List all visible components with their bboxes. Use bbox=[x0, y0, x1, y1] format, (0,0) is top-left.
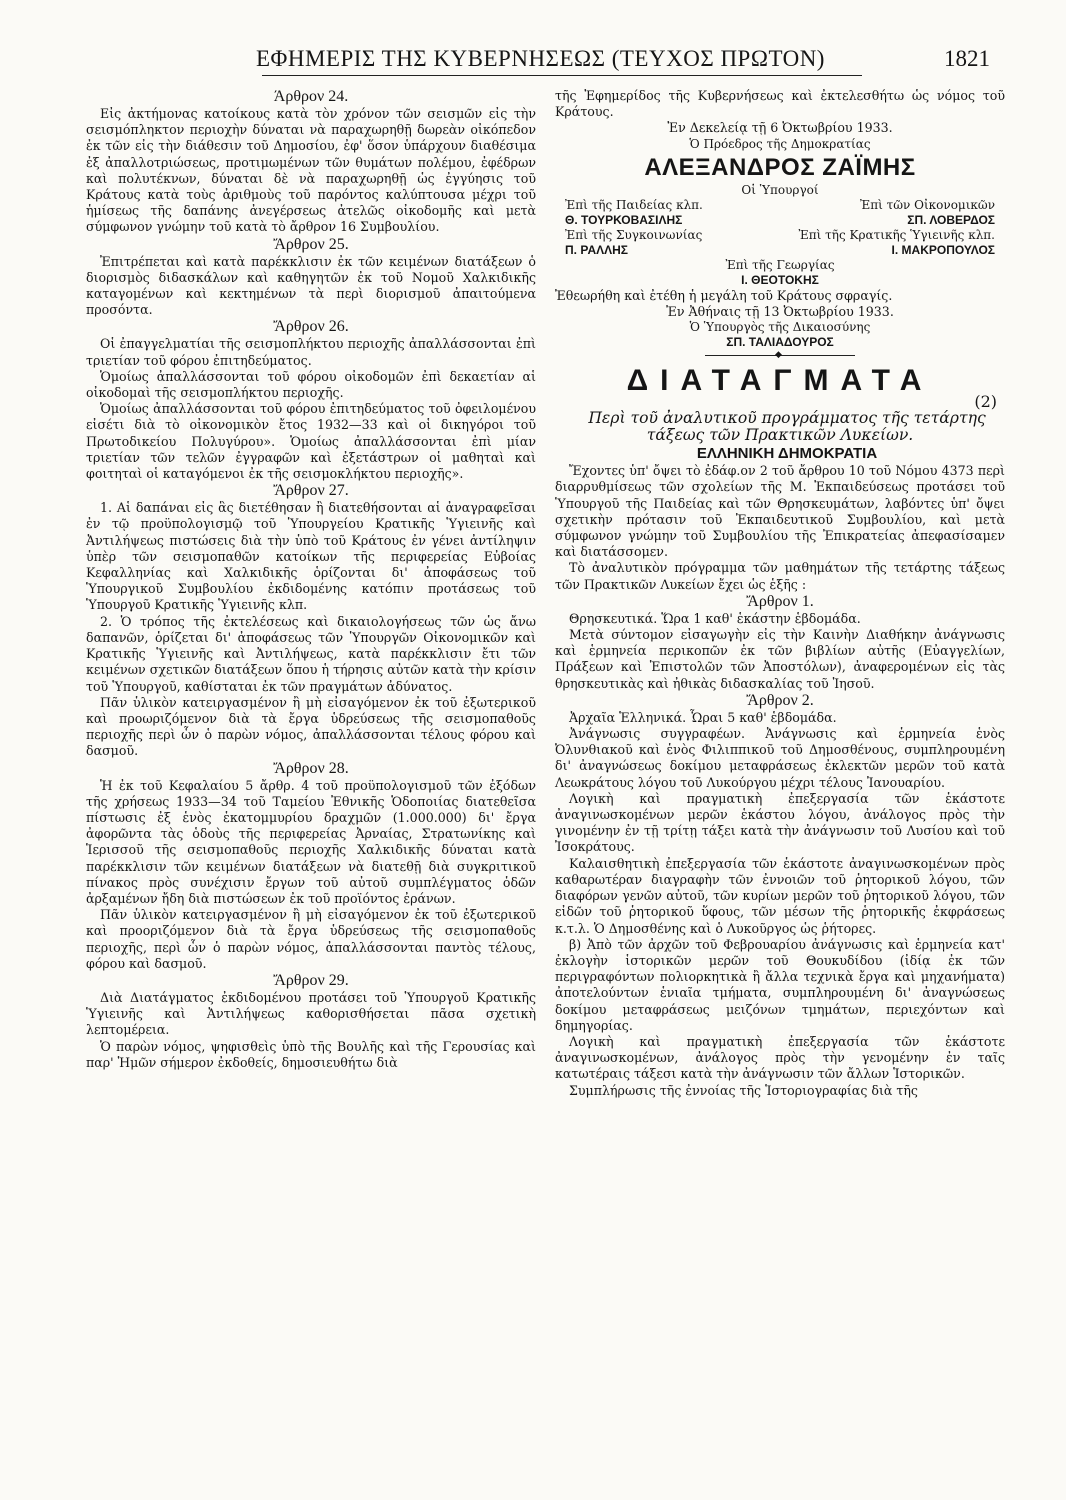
minister-title: Ἐπὶ τῆς Κρατικῆς Ὑγιεινῆς κλπ. bbox=[798, 227, 995, 242]
paragraph: 2. Ὁ τρόπος τῆς ἐκτελέσεως καὶ δικαιολογήσεως τῶν ὡς ἄνω δαπανῶν, ὁρίζεται δι' ἀποφάσεως τῶν Ὑπουργῶν Οἰκονομικῶν καὶ Κρατικῆς Ὑγιεινῆς καὶ Ἀντιλήψεως, κατὰ παρέκκλισιν ἔτι τῶν κειμένων σχετικῶν διατάξεων ὅπου ἡ τήρησις αὐτῶν κατὰ τὴν κρίσιν τοῦ Ὑπουργοῦ, καθίσταται ἐκ τῶν πραγμάτων ἀδύνατος. bbox=[86, 613, 536, 694]
minister-title: Ἐπὶ τῆς Παιδείας κλπ. bbox=[565, 197, 703, 212]
ministers-row bbox=[565, 198, 995, 213]
article-heading: Ἄρθρον 1. bbox=[746, 592, 814, 610]
paragraph: 1. Αἱ δαπάναι εἰς ἃς διετέθησαν ἢ διατεθήσονται αἱ ἀναγραφεῖσαι ἐν τῷ προϋπολογισμῷ τοῦ Ὑπουργείου Κρατικῆς Ὑγιεινῆς καὶ Ἀντιλήψεως πιστώσεις διὰ τὴν ὑπὸ τοῦ Κράτους ἐν γένει ἀντίληψιν ὑπὲρ τῶν σεισμοπαθῶν κατοίκων τῆς περιφερείας Εὐβοίας Κεφαλληνίας καὶ Χαλκιδικῆς ὁρίζονται δι' ἀποφάσεως τοῦ Ὑπουργικοῦ Συμβουλίου ἐκδιδομένης κατόπιν προτάσεως τοῦ Ὑπουργοῦ Κρατικῆς Ὑγιεινῆς κλπ. bbox=[86, 500, 536, 613]
paragraph: Λογικὴ καὶ πραγματικὴ ἐπεξεργασία τῶν ἑκάστοτε ἀναγινωσκομένων, ἀνάλογος πρὸς τὴν γενομένην ἐν ταῖς κατωτέραις τάξεσι κατὰ τὴν ἀνάγνωσιν τῶν ἄλλων Ἱστορικῶν. bbox=[555, 1033, 1005, 1082]
paragraph: Πᾶν ὑλικὸν κατειργασμένον ἢ μὴ εἰσαγόμενον ἐκ τοῦ ἐξωτερικοῦ καὶ προωριζόμενον διὰ τὰ ἔργα ὑδρεύσεως τῆς σεισμοπαθοῦς περιοχῆς περὶ ὧν ὁ παρὼν νόμος, ἀπαλλάσσονται τέλους φόρου καὶ δασμοῦ. bbox=[86, 694, 536, 759]
article-heading: Ἄρθρον 28. bbox=[273, 759, 349, 777]
paragraph: Διὰ Διατάγματος ἐκδιδομένου προτάσει τοῦ Ὑπουργοῦ Κρατικῆς Ὑγιεινῆς καὶ Ἀντιλήψεως καθορισθήσεται πᾶσα σχετικὴ λεπτομέρεια. bbox=[86, 989, 536, 1038]
page-header bbox=[110, 44, 1010, 74]
minister-name: ΣΠ. ΛΟΒΕΡΔΟΣ bbox=[907, 212, 995, 227]
paragraph: Εἰς ἀκτήμονας κατοίκους κατὰ τὸν χρόνον τῶν σεισμῶν εἰς τὴν σεισμόπληκτον περιοχὴν δύναται νὰ παραχωρηθῇ δωρεὰν οἰκόπεδον ἐκ τῶν εἰς τὴν διάθεσιν τοῦ Δημοσίου, ἐφ' ὅσον ὑπάρχουν διαθέσιμα ἐξ ἀπαλλοτριώσεως, προτιμωμένων τῶν θυμάτων πολέμου, ἐφέδρων καὶ πολυτέκνων, δύναται δὲ νὰ παραχωρηθῇ ὡς ἐγγύησις τοῦ Κράτους κατὰ τοὺς ἀριθμοὺς τοῦ παρόντος καλύπτουσα μέχρι τοῦ ἡμίσεως τῆς δαπάνης ἀνεγέρσεως ἀτελῶς οἰκοδομῆς καὶ μετὰ σύμφωνον γνώμην τοῦ κατὰ τὸ ἄρθρον 16 Συμβουλίου. bbox=[86, 106, 536, 235]
paragraph: Οἱ ἐπαγγελματίαι τῆς σεισμοπλήκτου περιοχῆς ἀπαλλάσσονται ἐπὶ τριετίαν τοῦ φόρου ἐπιτηδεύματος. bbox=[86, 336, 536, 368]
president-name: ΑΛΕΞΑΝΔΡΟΣ ΖΑΪΜΗΣ bbox=[644, 153, 916, 181]
minister-name: Ι. ΜΑΚΡΟΠΟΥΛΟΣ bbox=[891, 242, 995, 257]
page-number: 1821 bbox=[944, 46, 990, 71]
article-heading: Ἄρθρον 26. bbox=[273, 318, 349, 336]
paragraph: Λογικὴ καὶ πραγματικὴ ἐπεξεργασία τῶν ἑκάστοτε ἀναγινωσκομένων μερῶν ἑκάστου λόγου, ἀνάλογος πρὸς τὴν γινομένην ἐν τῇ τρίτῃ τάξει κατὰ τὴν ἀνάγνωσιν τοῦ Λυσίου καὶ τοῦ Ἰσοκράτους. bbox=[555, 790, 1005, 855]
paragraph: Πᾶν ὑλικὸν κατειργασμένον ἢ μὴ εἰσαγόμενον ἐκ τοῦ ἐξωτερικοῦ καὶ προοριζόμενον διὰ τὰ ἔργα ὑδρεύσεως τῆς σεισμοπαθοῦς περιοχῆς, περὶ ὧν ὁ παρὼν νόμος, ἀπαλλάσσονται παντὸς τέλους, φόρου καὶ δασμοῦ. bbox=[86, 907, 536, 971]
article-heading: Ἄρθρον 2. bbox=[746, 691, 814, 709]
minister-name: Π. ΡΑΛΛΗΣ bbox=[565, 242, 628, 257]
ministers-row bbox=[565, 213, 995, 228]
signing-date: Ἐν Ἀθήναις τῇ 13 Ὀκτωβρίου 1933. bbox=[666, 303, 894, 319]
minister-title: Ἐπὶ τῆς Συγκοινωνίας bbox=[565, 227, 703, 242]
article-heading: Ἄρθρον 25. bbox=[273, 235, 349, 253]
gazette-title: ΕΦΗΜΕΡΙΣ ΤΗΣ ΚΥΒΕΡΝΗΣΕΩΣ (ΤΕΥΧΟΣ ΠΡΩΤΟΝ) bbox=[256, 46, 825, 71]
ministers-row bbox=[565, 228, 995, 243]
decree-subtitle: Περὶ τοῦ ἀναλυτικοῦ προγράμματος τῆς τετάρτης τάξεως τῶν Πρακτικῶν Λυκείων. bbox=[588, 409, 986, 445]
paragraph: Ὁ παρὼν νόμος, ψηφισθεὶς ὑπὸ τῆς Βουλῆς καὶ τῆς Γερουσίας καὶ παρ' Ἡμῶν σήμερον ἐκδοθείς, δημοσιευθήτω διὰ bbox=[86, 1038, 536, 1070]
section-title: ΔΙΑΤΑΓΜΑΤΑ bbox=[626, 364, 934, 398]
republic-heading: ΕΛΛΗΝΙΚΗ ΔΗΜΟΚΡΑΤΙΑ bbox=[696, 445, 878, 463]
paragraph: Ὁμοίως ἀπαλλάσσονται τοῦ φόρου οἰκοδομῶν ἐπὶ δεκαετίαν αἱ οἰκοδομαὶ τῆς σεισμοπλήκτου περιοχῆς. bbox=[86, 368, 536, 401]
ministers-label: Οἱ Ὑπουργοί bbox=[741, 182, 819, 197]
right-column bbox=[555, 88, 1005, 1099]
paragraph: Συμπλήρωσις τῆς ἐννοίας τῆς Ἱστοριογραφίας διὰ τῆς bbox=[569, 1082, 918, 1098]
minister-title: Ἐπὶ τῆς Γεωργίας bbox=[725, 257, 835, 272]
subject-line: Θρησκευτικά. Ὥρα 1 καθ' ἑκάστην ἑβδομάδα. bbox=[569, 610, 861, 626]
president-title: Ὁ Πρόεδρος τῆς Δημοκρατίας bbox=[689, 136, 871, 151]
paragraph: Μετὰ σύντομον εἰσαγωγὴν εἰς τὴν Καινὴν Διαθήκην ἀνάγνωσις καὶ ἑρμηνεία περικοπῶν ἐκ τῶν βιβλίων αὐτῆς (Εὐαγγελίων, Πράξεων καὶ Ἐπιστολῶν τῶν Ἀποστόλων), ἀναφερομένων εἰς τὰς θρησκευτικὰς καὶ ἠθικὰς διδασκαλίας τοῦ Ἰησοῦ. bbox=[555, 627, 1005, 691]
paragraph: β) Ἀπὸ τῶν ἀρχῶν τοῦ Φεβρουαρίου ἀνάγνωσις καὶ ἑρμηνεία κατ' ἐκλογὴν ἱστορικῶν μερῶν τοῦ Θουκυδίδου (ἰδίᾳ ἐκ τῶν περιγραφόντων πολιορκητικὰ ἢ ἄλλα τεχνικὰ ἔργα καὶ μηχανήματα) ἀποτελούντων ἑνιαῖα τμήματα, συμπληρουμένη δι' ἀναγνώσεως δοκίμου μεταφράσεως μειζόνων τμημάτων, περιεχόντων καὶ δημηγορίας. bbox=[555, 936, 1005, 1033]
seal-statement: Ἐθεωρήθη καὶ ἐτέθη ἡ μεγάλη τοῦ Κράτους σφραγίς. bbox=[555, 287, 893, 303]
minister-title: Ἐπὶ τῶν Οἰκονομικῶν bbox=[859, 197, 995, 212]
minister-name: Ι. ΘΕΟΤΟΚΗΣ bbox=[741, 272, 819, 287]
article-heading: Ἄρθρον 27. bbox=[273, 482, 349, 500]
paragraph: Καλαισθητικὴ ἐπεξεργασία τῶν ἑκάστοτε ἀναγινωσκομένων πρὸς καθαρωτέραν διαγραφὴν τῶν ἐννοιῶν τοῦ ῥητορικοῦ λόγου, τῶν διαφόρων γενῶν αὐτοῦ, τῶν κυρίων μερῶν τοῦ ῥητορικοῦ λόγου, τῶν εἰδῶν τοῦ ῥητορικοῦ ὕφους, τῶν μέσων τῆς ῥητορικῆς ἐκφράσεως κ.τ.λ. Ὁ Δημοσθένης καὶ ὁ Λυκοῦργος ὡς ῥήτορες. bbox=[555, 855, 1005, 936]
section-divider bbox=[705, 355, 855, 360]
left-column bbox=[86, 88, 536, 1071]
header-rule bbox=[262, 75, 862, 76]
minister-name: Θ. ΤΟΥΡΚΟΒΑΣΙΛΗΣ bbox=[565, 212, 683, 227]
paragraph: Ἐπιτρέπεται καὶ κατὰ παρέκκλισιν ἐκ τῶν κειμένων διατάξεων ὁ διορισμὸς διδασκάλων καὶ καθηγητῶν ἐκ τοῦ Νομοῦ Χαλκιδικῆς καταγομένων καὶ κεκτημένων τὰ περὶ διορισμοῦ ἀπαιτούμενα προσόντα. bbox=[86, 253, 536, 318]
article-heading: Άρθρον 24. bbox=[273, 88, 349, 105]
justice-minister-name: ΣΠ. ΤΑΛΙΑΔΟΥΡΟΣ bbox=[726, 335, 834, 350]
paragraph: Ἀνάγνωσις συγγραφέων. Ἀνάγνωσις καὶ ἑρμηνεία ἑνὸς Ὀλυνθιακοῦ καὶ ἑνὸς Φιλιππικοῦ τοῦ Δημοσθένους, συμπληρουμένη δι' ἀναγνώσεως δοκίμου μεταφράσεως ἐκλεκτῶν μερῶν τοῦ κατὰ Λεωκράτους λόγου τοῦ Λυκούργου μέχρι τέλους Ἰανουαρίου. bbox=[555, 726, 1005, 790]
article-heading: Ἄρθρον 29. bbox=[273, 971, 349, 989]
paragraph: Ἡ ἐκ τοῦ Κεφαλαίου 5 ἄρθρ. 4 τοῦ προϋπολογισμοῦ τῶν ἐξόδων τῆς χρήσεως 1933—34 τοῦ Ταμείου Ἐθνικῆς Ὁδοποιίας διατεθεῖσα πίστωσις ἐξ ἑνὸς ἑκατομμυρίου δραχμῶν (1.000.000) δι' ἔργα ἀφορῶντα τὰς ὁδοὺς τῆς περιφερείας Ἀρναίας, Στρατωνίκης καὶ Ἱερισσοῦ τῆς σεισμοπαθοῦς περιοχῆς Χαλκιδικῆς δύναται κατὰ παρέκκλισιν τῶν κειμένων διατάξεων νὰ διατεθῇ διὰ συγκριτικοῦ πίνακος πρὸς συνέχισιν ἔργων τοῦ αὐτοῦ συμπλέγματος ὁδῶν ἀρξαμένων ἤδη διὰ πιστώσεων ἐκ τοῦ προϊόντος ἐράνων. bbox=[86, 777, 536, 906]
justice-minister-title: Ὁ Ὑπουργὸς τῆς Δικαιοσύνης bbox=[689, 320, 871, 335]
subject-line: Ἀρχαῖα Ἑλληνικά. Ὧραι 5 καθ' ἑβδομάδα. bbox=[569, 709, 837, 725]
signing-date: Ἐν Δεκελείᾳ τῇ 6 Ὀκτωβρίου 1933. bbox=[667, 120, 893, 136]
decree-number: (2) bbox=[974, 392, 997, 412]
paragraph: Ὁμοίως ἀπαλλάσσονται τοῦ φόρου ἐπιτηδεύματος τοῦ ὀφειλομένου εἰσέτι διὰ τὸ οἰκονομικὸν ἔτος 1932—33 καὶ οἱ δικηγόροι τοῦ Πρωτοδικείου Πολυγύρου». Ὁμοίως ἀπαλλάσσονται ἐπὶ μίαν τριετίαν τῶν τελῶν ἐγγραφῶν καὶ ἐξετάστρων οἱ μαθηταὶ καὶ φοιτηταὶ οἱ καταγόμενοι ἐκ τῆς σεισμοκλήκτου περιοχῆς». bbox=[86, 401, 536, 482]
paragraph: Τὸ ἀναλυτικὸν πρόγραμμα τῶν μαθημάτων τῆς τετάρτης τάξεως τῶν Πρακτικῶν Λυκείων ἔχει ὡς ἑξῆς : bbox=[555, 560, 1005, 592]
paragraph: τῆς Ἐφημερίδος τῆς Κυβερνήσεως καὶ ἐκτελεσθήτω ὡς νόμος τοῦ Κράτους. bbox=[555, 88, 1005, 120]
paragraph: Ἔχοντες ὑπ' ὄψει τὸ ἐδάφ.ον 2 τοῦ ἄρθρου 10 τοῦ Νόμου 4373 περὶ διαρρυθμίσεως τῶν σχολείων τῆς Μ. Ἐκπαιδεύσεως προτάσει τοῦ Ὑπουργοῦ τῆς Παιδείας καὶ τῶν Θρησκευμάτων, λαβόντες ὑπ' ὄψει σχετικὴν πρότασιν τοῦ Ἐκπαιδευτικοῦ Συμβουλίου, καὶ μετὰ σύμφωνον γνώμην τοῦ Συμβουλίου τῆς Ἐπικρατείας ἀπεφασίσαμεν καὶ διατάσσομεν. bbox=[555, 463, 1005, 560]
ministers-row bbox=[565, 243, 995, 258]
